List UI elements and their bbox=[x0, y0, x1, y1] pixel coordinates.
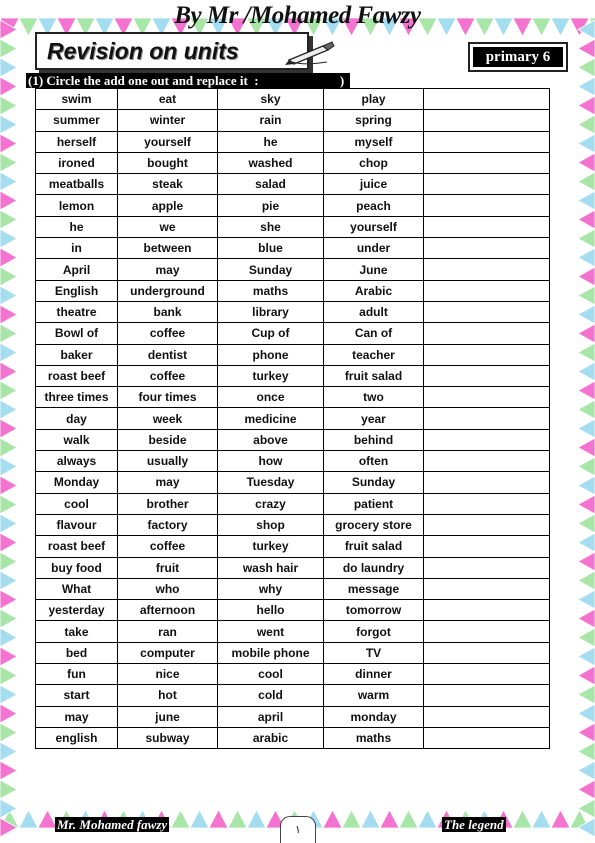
word-cell: English bbox=[36, 280, 118, 301]
table-row bbox=[36, 110, 550, 131]
answer-cell[interactable] bbox=[424, 301, 550, 322]
pencil-icon bbox=[283, 40, 339, 66]
table-row bbox=[36, 365, 550, 386]
word-cell: message bbox=[324, 578, 424, 599]
word-cell: lemon bbox=[36, 195, 118, 216]
word-cell: buy food bbox=[36, 557, 118, 578]
word-cell: Sunday bbox=[324, 472, 424, 493]
word-cell: June bbox=[324, 259, 424, 280]
border-triangle bbox=[578, 267, 595, 286]
answer-cell[interactable] bbox=[424, 365, 550, 386]
answer-cell[interactable] bbox=[424, 642, 550, 663]
border-triangle bbox=[0, 438, 17, 457]
answer-cell[interactable] bbox=[424, 259, 550, 280]
answer-cell[interactable] bbox=[424, 89, 550, 110]
table-row bbox=[36, 557, 550, 578]
word-cell: yesterday bbox=[36, 600, 118, 621]
word-cell: Can of bbox=[324, 323, 424, 344]
table-row bbox=[36, 301, 550, 322]
border-triangle bbox=[551, 810, 570, 828]
word-cell: baker bbox=[36, 344, 118, 365]
author-heading: By Mr /Mohamed Fawzy bbox=[174, 2, 421, 29]
border-triangle bbox=[361, 810, 380, 828]
border-triangle bbox=[380, 810, 399, 828]
word-cell: four times bbox=[118, 387, 218, 408]
border-triangle bbox=[578, 571, 595, 590]
word-cell: bed bbox=[36, 642, 118, 663]
word-cell: forgot bbox=[324, 621, 424, 642]
word-cell: swim bbox=[36, 89, 118, 110]
word-cell: english bbox=[36, 727, 118, 748]
table-row bbox=[36, 429, 550, 450]
answer-cell[interactable] bbox=[424, 238, 550, 259]
word-cell: went bbox=[218, 621, 324, 642]
answer-cell[interactable] bbox=[424, 514, 550, 535]
table-row bbox=[36, 664, 550, 685]
word-cell: do laundry bbox=[324, 557, 424, 578]
border-triangle bbox=[578, 533, 595, 552]
word-cell: dentist bbox=[118, 344, 218, 365]
border-triangle bbox=[578, 514, 595, 533]
word-cell: walk bbox=[36, 429, 118, 450]
table-row bbox=[36, 387, 550, 408]
border-triangle bbox=[0, 58, 17, 77]
border-triangle bbox=[0, 267, 17, 286]
border-triangle bbox=[578, 96, 595, 115]
border-triangle bbox=[578, 115, 595, 134]
border-triangle bbox=[578, 742, 595, 761]
word-cell: yourself bbox=[118, 131, 218, 152]
table-row bbox=[36, 685, 550, 706]
table-row bbox=[36, 238, 550, 259]
border-triangle bbox=[578, 647, 595, 666]
border-triangle bbox=[578, 666, 595, 685]
border-triangle bbox=[0, 514, 17, 533]
border-triangle bbox=[578, 305, 595, 324]
footer-tagline: The legend bbox=[444, 817, 504, 832]
table-row bbox=[36, 451, 550, 472]
word-cell: winter bbox=[118, 110, 218, 131]
table-row bbox=[36, 323, 550, 344]
word-cell: roast beef bbox=[36, 365, 118, 386]
border-triangle bbox=[578, 590, 595, 609]
word-cell: cool bbox=[36, 493, 118, 514]
footer-author: Mr. Mohamed fawzy bbox=[57, 817, 168, 832]
answer-cell[interactable] bbox=[424, 323, 550, 344]
word-cell: afternoon bbox=[118, 600, 218, 621]
border-triangle bbox=[0, 552, 17, 571]
word-cell: computer bbox=[118, 642, 218, 663]
word-cell: coffee bbox=[118, 365, 218, 386]
border-triangle bbox=[190, 810, 209, 828]
answer-cell[interactable] bbox=[424, 685, 550, 706]
word-cell: between bbox=[118, 238, 218, 259]
word-cell: we bbox=[118, 216, 218, 237]
table-row bbox=[36, 174, 550, 195]
word-cell: maths bbox=[218, 280, 324, 301]
word-cell: herself bbox=[36, 131, 118, 152]
word-cell: may bbox=[118, 259, 218, 280]
word-cell: myself bbox=[324, 131, 424, 152]
border-triangle bbox=[532, 810, 551, 828]
border-triangle bbox=[0, 77, 17, 96]
border-triangle bbox=[0, 115, 17, 134]
border-triangle bbox=[578, 362, 595, 381]
answer-cell[interactable] bbox=[424, 280, 550, 301]
word-cell: dinner bbox=[324, 664, 424, 685]
border-triangle bbox=[0, 723, 17, 742]
border-triangle bbox=[578, 723, 595, 742]
word-cell: TV bbox=[324, 642, 424, 663]
word-cell: teacher bbox=[324, 344, 424, 365]
word-table bbox=[35, 88, 550, 749]
border-triangle bbox=[578, 685, 595, 704]
word-cell: theatre bbox=[36, 301, 118, 322]
border-triangle bbox=[578, 210, 595, 229]
border-triangle bbox=[399, 810, 418, 828]
word-cell: why bbox=[218, 578, 324, 599]
table-row bbox=[36, 642, 550, 663]
word-cell: fruit salad bbox=[324, 536, 424, 557]
table-row bbox=[36, 89, 550, 110]
border-triangle bbox=[0, 647, 17, 666]
page-number: ١ bbox=[280, 816, 316, 843]
table-row bbox=[36, 472, 550, 493]
word-cell: ran bbox=[118, 621, 218, 642]
word-cell: pie bbox=[218, 195, 324, 216]
border-triangle bbox=[578, 476, 595, 495]
word-cell: summer bbox=[36, 110, 118, 131]
word-cell: april bbox=[218, 706, 324, 727]
answer-cell[interactable] bbox=[424, 110, 550, 131]
word-cell: mobile phone bbox=[218, 642, 324, 663]
word-cell: warm bbox=[324, 685, 424, 706]
answer-cell[interactable] bbox=[424, 727, 550, 748]
word-cell: above bbox=[218, 429, 324, 450]
word-cell: cool bbox=[218, 664, 324, 685]
border-triangle bbox=[323, 810, 342, 828]
word-cell: subway bbox=[118, 727, 218, 748]
border-triangle bbox=[228, 810, 247, 828]
table-row bbox=[36, 131, 550, 152]
border-triangle bbox=[19, 810, 38, 828]
border-triangle bbox=[0, 533, 17, 552]
word-cell: flavour bbox=[36, 514, 118, 535]
word-cell: spring bbox=[324, 110, 424, 131]
grade-badge bbox=[468, 42, 568, 72]
word-cell: in bbox=[36, 238, 118, 259]
word-cell: three times bbox=[36, 387, 118, 408]
word-cell: hello bbox=[218, 600, 324, 621]
border-triangle bbox=[0, 419, 17, 438]
word-cell: patient bbox=[324, 493, 424, 514]
answer-cell[interactable] bbox=[424, 706, 550, 727]
border-triangle bbox=[0, 210, 17, 229]
answer-cell[interactable] bbox=[424, 387, 550, 408]
answer-cell[interactable] bbox=[424, 621, 550, 642]
border-triangle bbox=[578, 704, 595, 723]
page-title: Revision on units bbox=[47, 38, 239, 64]
word-cell: year bbox=[324, 408, 424, 429]
word-cell: meatballs bbox=[36, 174, 118, 195]
word-cell: always bbox=[36, 451, 118, 472]
word-cell: peach bbox=[324, 195, 424, 216]
word-cell: take bbox=[36, 621, 118, 642]
word-cell: play bbox=[324, 89, 424, 110]
border-triangle bbox=[578, 495, 595, 514]
word-cell: chop bbox=[324, 152, 424, 173]
answer-cell[interactable] bbox=[424, 131, 550, 152]
border-triangle bbox=[578, 457, 595, 476]
answer-cell[interactable] bbox=[424, 152, 550, 173]
border-triangle bbox=[578, 552, 595, 571]
border-triangle bbox=[578, 400, 595, 419]
word-cell: may bbox=[36, 706, 118, 727]
word-cell: he bbox=[218, 131, 324, 152]
border-triangle bbox=[578, 77, 595, 96]
border-triangle bbox=[578, 761, 595, 780]
answer-cell[interactable] bbox=[424, 216, 550, 237]
border-triangle bbox=[0, 343, 17, 362]
word-cell: salad bbox=[218, 174, 324, 195]
answer-cell[interactable] bbox=[424, 429, 550, 450]
border-triangle bbox=[0, 571, 17, 590]
word-cell: What bbox=[36, 578, 118, 599]
word-cell: who bbox=[118, 578, 218, 599]
word-cell: coffee bbox=[118, 323, 218, 344]
grade-label: primary 6 bbox=[473, 47, 563, 67]
word-cell: usually bbox=[118, 451, 218, 472]
table-row bbox=[36, 727, 550, 748]
border-triangle bbox=[0, 457, 17, 476]
border-triangle bbox=[578, 229, 595, 248]
border-triangle bbox=[0, 248, 17, 267]
word-cell: monday bbox=[324, 706, 424, 727]
answer-cell[interactable] bbox=[424, 451, 550, 472]
answer-cell[interactable] bbox=[424, 344, 550, 365]
border-triangle bbox=[0, 666, 17, 685]
answer-cell[interactable] bbox=[424, 600, 550, 621]
word-cell: yourself bbox=[324, 216, 424, 237]
answer-cell[interactable] bbox=[424, 664, 550, 685]
border-triangle bbox=[0, 628, 17, 647]
table-row bbox=[36, 152, 550, 173]
border-triangle bbox=[578, 438, 595, 457]
word-cell: hot bbox=[118, 685, 218, 706]
answer-cell[interactable] bbox=[424, 472, 550, 493]
word-cell: cold bbox=[218, 685, 324, 706]
table-row bbox=[36, 259, 550, 280]
answer-cell[interactable] bbox=[424, 408, 550, 429]
table-row bbox=[36, 514, 550, 535]
answer-cell[interactable] bbox=[424, 578, 550, 599]
table-row bbox=[36, 408, 550, 429]
border-triangle bbox=[171, 810, 190, 828]
border-triangle bbox=[0, 476, 17, 495]
table-row bbox=[36, 578, 550, 599]
table-row bbox=[36, 536, 550, 557]
border-triangle bbox=[578, 628, 595, 647]
border-triangle bbox=[342, 810, 361, 828]
word-cell: fruit salad bbox=[324, 365, 424, 386]
word-cell: apple bbox=[118, 195, 218, 216]
word-cell: turkey bbox=[218, 365, 324, 386]
word-cell: Monday bbox=[36, 472, 118, 493]
word-cell: blue bbox=[218, 238, 324, 259]
word-cell: washed bbox=[218, 152, 324, 173]
border-triangle bbox=[578, 39, 595, 58]
word-cell: day bbox=[36, 408, 118, 429]
table-row bbox=[36, 600, 550, 621]
word-cell: wash hair bbox=[218, 557, 324, 578]
border-triangle bbox=[0, 685, 17, 704]
border-triangle bbox=[0, 96, 17, 115]
word-cell: eat bbox=[118, 89, 218, 110]
word-cell: tomorrow bbox=[324, 600, 424, 621]
answer-cell[interactable] bbox=[424, 195, 550, 216]
word-cell: medicine bbox=[218, 408, 324, 429]
word-cell: arabic bbox=[218, 727, 324, 748]
border-triangle bbox=[578, 172, 595, 191]
border-triangle bbox=[578, 381, 595, 400]
answer-cell[interactable] bbox=[424, 493, 550, 514]
word-cell: may bbox=[118, 472, 218, 493]
table-row bbox=[36, 195, 550, 216]
word-cell: he bbox=[36, 216, 118, 237]
border-triangle bbox=[578, 153, 595, 172]
border-triangle bbox=[0, 286, 17, 305]
border-triangle bbox=[0, 153, 17, 172]
word-cell: Tuesday bbox=[218, 472, 324, 493]
border-triangle bbox=[0, 172, 17, 191]
word-cell: often bbox=[324, 451, 424, 472]
border-triangle bbox=[0, 590, 17, 609]
table-row bbox=[36, 216, 550, 237]
border-triangle bbox=[578, 286, 595, 305]
border-triangle bbox=[578, 191, 595, 210]
word-cell: April bbox=[36, 259, 118, 280]
word-cell: underground bbox=[118, 280, 218, 301]
word-cell: nice bbox=[118, 664, 218, 685]
word-cell: fruit bbox=[118, 557, 218, 578]
title-box bbox=[35, 32, 309, 70]
border-triangle bbox=[0, 324, 17, 343]
word-cell: roast beef bbox=[36, 536, 118, 557]
word-cell: Arabic bbox=[324, 280, 424, 301]
word-cell: ironed bbox=[36, 152, 118, 173]
table-row bbox=[36, 344, 550, 365]
word-cell: Cup of bbox=[218, 323, 324, 344]
word-cell: two bbox=[324, 387, 424, 408]
border-triangle bbox=[578, 58, 595, 77]
border-triangle bbox=[578, 780, 595, 799]
word-cell: grocery store bbox=[324, 514, 424, 535]
border-triangle bbox=[0, 305, 17, 324]
answer-cell[interactable] bbox=[424, 536, 550, 557]
word-cell: bought bbox=[118, 152, 218, 173]
word-cell: once bbox=[218, 387, 324, 408]
border-triangle bbox=[418, 810, 437, 828]
border-triangle bbox=[0, 742, 17, 761]
table-row bbox=[36, 280, 550, 301]
border-triangle bbox=[0, 495, 17, 514]
border-triangle bbox=[0, 362, 17, 381]
border-triangle bbox=[0, 381, 17, 400]
word-cell: phone bbox=[218, 344, 324, 365]
word-cell: library bbox=[218, 301, 324, 322]
word-cell: crazy bbox=[218, 493, 324, 514]
word-cell: bank bbox=[118, 301, 218, 322]
word-cell: Bowl of bbox=[36, 323, 118, 344]
word-cell: she bbox=[218, 216, 324, 237]
border-triangle bbox=[513, 810, 532, 828]
word-cell: adult bbox=[324, 301, 424, 322]
word-cell: under bbox=[324, 238, 424, 259]
table-row bbox=[36, 706, 550, 727]
word-cell: behind bbox=[324, 429, 424, 450]
border-triangle bbox=[0, 191, 17, 210]
word-cell: beside bbox=[118, 429, 218, 450]
word-cell: Sunday bbox=[218, 259, 324, 280]
border-triangle bbox=[209, 810, 228, 828]
word-cell: week bbox=[118, 408, 218, 429]
word-cell: juice bbox=[324, 174, 424, 195]
word-cell: rain bbox=[218, 110, 324, 131]
table-row bbox=[36, 621, 550, 642]
word-cell: turkey bbox=[218, 536, 324, 557]
border-triangle bbox=[0, 761, 17, 780]
word-cell: coffee bbox=[118, 536, 218, 557]
word-cell: brother bbox=[118, 493, 218, 514]
answer-cell[interactable] bbox=[424, 174, 550, 195]
border-triangle bbox=[578, 324, 595, 343]
word-cell: shop bbox=[218, 514, 324, 535]
word-cell: maths bbox=[324, 727, 424, 748]
border-triangle bbox=[0, 134, 17, 153]
border-triangle bbox=[0, 400, 17, 419]
border-triangle bbox=[578, 419, 595, 438]
word-cell: fun bbox=[36, 664, 118, 685]
border-triangle bbox=[578, 609, 595, 628]
border-triangle bbox=[0, 780, 17, 799]
answer-cell[interactable] bbox=[424, 557, 550, 578]
word-cell: how bbox=[218, 451, 324, 472]
border-triangle bbox=[578, 248, 595, 267]
border-triangle bbox=[578, 134, 595, 153]
border-triangle bbox=[0, 609, 17, 628]
border-triangle bbox=[0, 704, 17, 723]
word-cell: start bbox=[36, 685, 118, 706]
word-cell: sky bbox=[218, 89, 324, 110]
border-triangle bbox=[578, 343, 595, 362]
border-triangle bbox=[0, 229, 17, 248]
instruction-heading: (1) Circle the add one out and replace it : ) bbox=[26, 73, 350, 88]
word-cell: factory bbox=[118, 514, 218, 535]
table-row bbox=[36, 493, 550, 514]
border-triangle bbox=[0, 39, 17, 58]
word-cell: steak bbox=[118, 174, 218, 195]
word-cell: june bbox=[118, 706, 218, 727]
border-triangle bbox=[247, 810, 266, 828]
